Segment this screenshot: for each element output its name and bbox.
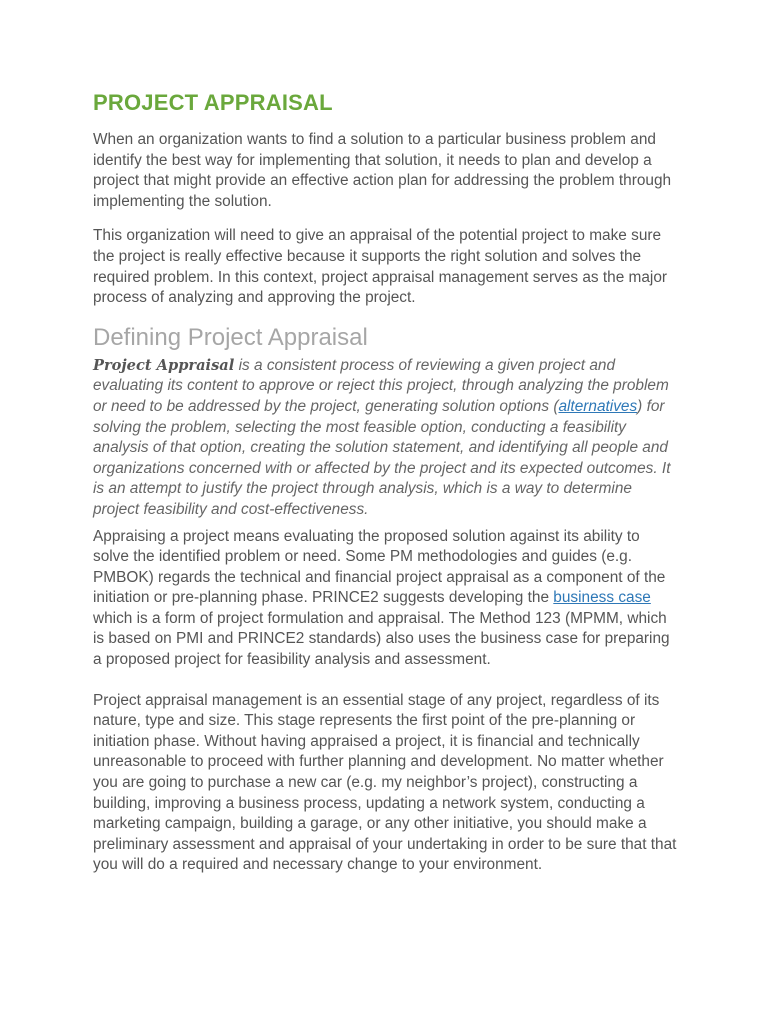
definition-text-before-link: is a consistent process of reviewing a given project and evaluating its content to approve or reject this project, through analyzing the problem or need to be addressed by the project, generating solution options ( <box>93 356 669 415</box>
alternatives-link[interactable]: alternatives <box>558 397 638 415</box>
paragraph-3 <box>93 527 677 671</box>
section-heading: Defining Project Appraisal <box>93 323 368 351</box>
business-case-link[interactable]: business case <box>553 589 651 607</box>
page-title: PROJECT APPRAISAL <box>93 90 333 115</box>
definition-text-after-link: ) for solving the problem, selecting the most feasible option, conducting a feasibility analysis of that option, creating the solution statement, and identifying all people and organizations concerned with or affected by the project and its expected outcomes. It is an attempt to justify the project through analysis, which is a way to determine project feasibility and cost-effectiveness. <box>93 397 671 518</box>
paragraph-3-text-before-link: Appraising a project means evaluating the proposed solution against its ability to solve the identified problem or need. Some PM methodologies and guides (e.g. PMBOK) regards the technical and financial project appraisal as a component of the initiation or pre-planning phase. PRINCE2 suggests developing the <box>93 527 666 607</box>
paragraph-3-text-after-link: which is a form of project formulation and appraisal. The Method 123 (MPMM, which is based on PMI and PRINCE2 standards) also uses the business case for preparing a proposed project for feasibility analysis and assessment. <box>93 609 670 669</box>
definition-paragraph <box>93 356 677 521</box>
intro-paragraph-1: When an organization wants to find a solution to a particular business problem and identify the best way for implementing that solution, it needs to plan and develop a project that might provide an effective action plan for addressing the problem through implementing the solution. <box>93 131 672 210</box>
paragraph-4: Project appraisal management is an essential stage of any project, regardless of its nature, type and size. This stage represents the first point of the pre-planning or initiation phase. Without having appraised a project, it is financial and technically unreasonable to proceed with further planning and development. No matter whether you are going to purchase a new car (e.g. my neighbor’s project), constructing a building, improving a business process, updating a network system, conducting a marketing campaign, building a garage, or any other initiative, you should make a preliminary assessment and appraisal of your undertaking in order to be sure that that you will do a required and necessary change to your environment. <box>93 691 677 874</box>
document-page <box>93 88 677 890</box>
intro-paragraph-2: This organization will need to give an appraisal of the potential project to make sure the project is really effective because it supports the right solution and solves the required problem. In this context, project appraisal management serves as the major process of analyzing and approving the project. <box>93 227 668 307</box>
definition-term: Project Appraisal <box>93 356 235 374</box>
